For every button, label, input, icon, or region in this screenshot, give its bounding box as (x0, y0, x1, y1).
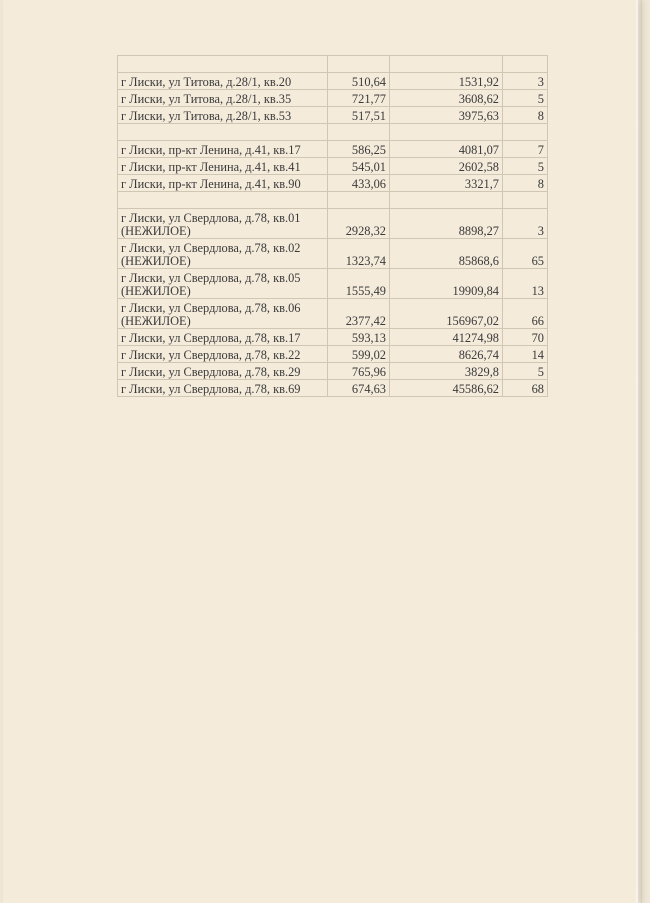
value2-cell: 1531,92 (390, 73, 503, 90)
table-row (118, 209, 548, 239)
premises-type-note: (НЕЖИЛОЕ) (121, 314, 191, 328)
value3-cell: 8 (503, 175, 548, 192)
value2-cell: 3829,8 (390, 363, 503, 380)
table-row (118, 107, 548, 124)
value3-cell: 5 (503, 158, 548, 175)
table-row (118, 380, 548, 397)
value1-cell: 2377,42 (328, 299, 390, 329)
value2-cell: 41274,98 (390, 329, 503, 346)
address-cell (118, 346, 328, 363)
empty-cell (118, 124, 328, 141)
value2-cell: 4081,07 (390, 141, 503, 158)
table-row (118, 239, 548, 269)
value1-cell: 674,63 (328, 380, 390, 397)
value3-cell: 65 (503, 239, 548, 269)
table-row (118, 73, 548, 90)
value3-cell: 7 (503, 141, 548, 158)
value1-cell: 545,01 (328, 158, 390, 175)
group-spacer-row (118, 56, 548, 73)
empty-cell (390, 56, 503, 73)
table-row (118, 175, 548, 192)
address-cell (118, 73, 328, 90)
table-row (118, 329, 548, 346)
value2-cell: 3321,7 (390, 175, 503, 192)
empty-cell (390, 124, 503, 141)
table-row (118, 141, 548, 158)
empty-cell (118, 56, 328, 73)
address-text: г Лиски, ул Свердлова, д.78, кв.06 (121, 301, 301, 315)
address-cell (118, 158, 328, 175)
address-text: г Лиски, ул Титова, д.28/1, кв.20 (121, 75, 292, 89)
address-text: г Лиски, ул Титова, д.28/1, кв.35 (121, 92, 292, 106)
value2-cell: 3608,62 (390, 90, 503, 107)
empty-cell (118, 192, 328, 209)
address-text: г Лиски, ул Свердлова, д.78, кв.02 (121, 241, 301, 255)
address-cell (118, 269, 328, 299)
value3-cell: 8 (503, 107, 548, 124)
address-cell (118, 141, 328, 158)
value1-cell: 433,06 (328, 175, 390, 192)
value1-cell: 721,77 (328, 90, 390, 107)
address-cell (118, 107, 328, 124)
address-cell (118, 209, 328, 239)
premises-type-note: (НЕЖИЛОЕ) (121, 254, 191, 268)
value1-cell: 599,02 (328, 346, 390, 363)
document-page (3, 0, 638, 903)
empty-cell (503, 124, 548, 141)
value3-cell: 70 (503, 329, 548, 346)
address-cell (118, 329, 328, 346)
value1-cell: 517,51 (328, 107, 390, 124)
table-row (118, 158, 548, 175)
group-spacer-row (118, 124, 548, 141)
address-text: г Лиски, пр-кт Ленина, д.41, кв.90 (121, 177, 301, 191)
address-cell (118, 380, 328, 397)
value1-cell: 586,25 (328, 141, 390, 158)
empty-cell (503, 56, 548, 73)
value1-cell: 2928,32 (328, 209, 390, 239)
address-text: г Лиски, ул Титова, д.28/1, кв.53 (121, 109, 292, 123)
table-row (118, 90, 548, 107)
address-text: г Лиски, ул Свердлова, д.78, кв.29 (121, 365, 301, 379)
debt-table-body (118, 56, 548, 397)
empty-cell (390, 192, 503, 209)
debt-table (117, 55, 548, 397)
value2-cell: 2602,58 (390, 158, 503, 175)
value2-cell: 8898,27 (390, 209, 503, 239)
value2-cell: 8626,74 (390, 346, 503, 363)
address-cell (118, 299, 328, 329)
value1-cell: 1323,74 (328, 239, 390, 269)
address-text: г Лиски, ул Свердлова, д.78, кв.05 (121, 271, 301, 285)
table-row (118, 363, 548, 380)
value2-cell: 45586,62 (390, 380, 503, 397)
address-text: г Лиски, ул Свердлова, д.78, кв.17 (121, 331, 301, 345)
address-cell (118, 363, 328, 380)
value1-cell: 593,13 (328, 329, 390, 346)
table-row (118, 269, 548, 299)
value3-cell: 5 (503, 363, 548, 380)
value2-cell: 156967,02 (390, 299, 503, 329)
table-row (118, 299, 548, 329)
value1-cell: 765,96 (328, 363, 390, 380)
value3-cell: 14 (503, 346, 548, 363)
group-spacer-row (118, 192, 548, 209)
value2-cell: 19909,84 (390, 269, 503, 299)
value3-cell: 3 (503, 73, 548, 90)
premises-type-note: (НЕЖИЛОЕ) (121, 284, 191, 298)
value2-cell: 85868,6 (390, 239, 503, 269)
empty-cell (328, 56, 390, 73)
empty-cell (328, 192, 390, 209)
address-cell (118, 175, 328, 192)
address-cell (118, 90, 328, 107)
address-text: г Лиски, ул Свердлова, д.78, кв.01 (121, 211, 301, 225)
address-text: г Лиски, пр-кт Ленина, д.41, кв.41 (121, 160, 301, 174)
address-text: г Лиски, ул Свердлова, д.78, кв.69 (121, 382, 301, 396)
value3-cell: 68 (503, 380, 548, 397)
table-row (118, 346, 548, 363)
address-text: г Лиски, ул Свердлова, д.78, кв.22 (121, 348, 301, 362)
empty-cell (328, 124, 390, 141)
value3-cell: 5 (503, 90, 548, 107)
empty-cell (503, 192, 548, 209)
value1-cell: 1555,49 (328, 269, 390, 299)
value3-cell: 13 (503, 269, 548, 299)
value3-cell: 3 (503, 209, 548, 239)
address-text: г Лиски, пр-кт Ленина, д.41, кв.17 (121, 143, 301, 157)
value3-cell: 66 (503, 299, 548, 329)
address-cell (118, 239, 328, 269)
value2-cell: 3975,63 (390, 107, 503, 124)
value1-cell: 510,64 (328, 73, 390, 90)
premises-type-note: (НЕЖИЛОЕ) (121, 224, 191, 238)
